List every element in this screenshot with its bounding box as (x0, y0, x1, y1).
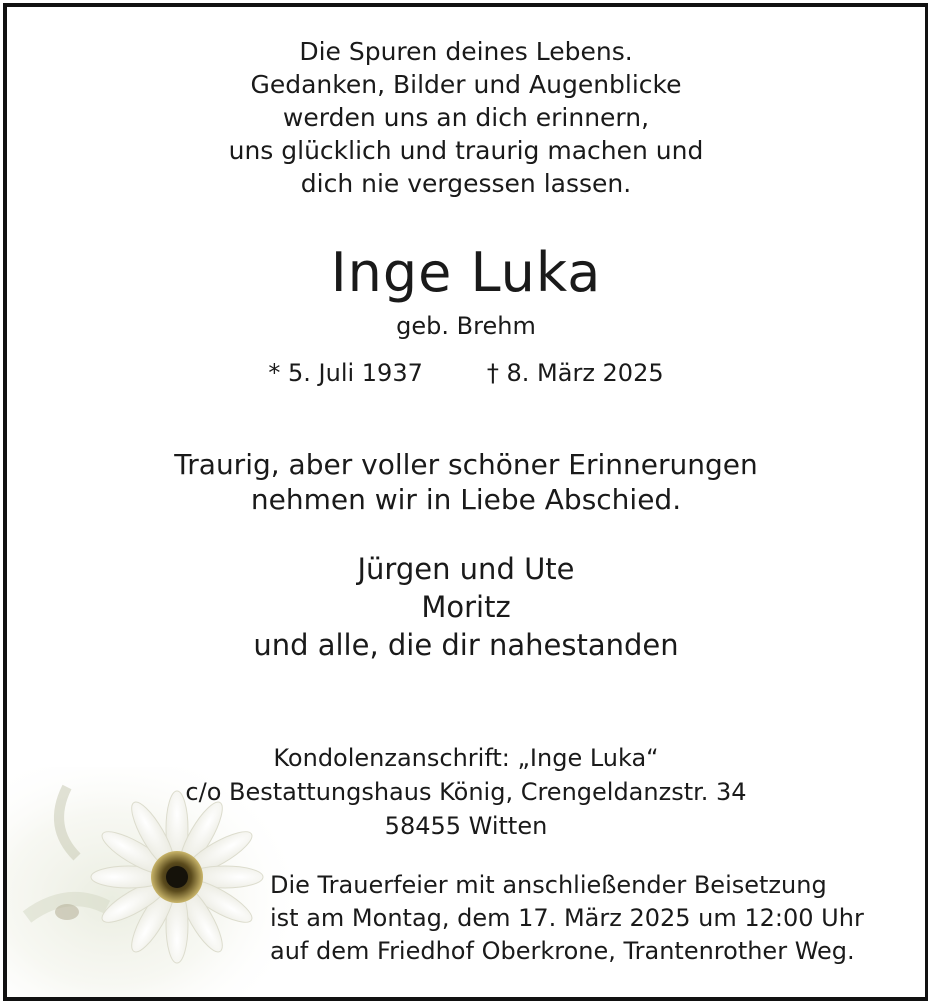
poem-line: dich nie vergessen lassen. (300, 169, 632, 198)
poem-line: Gedanken, Bilder und Augenblicke (250, 70, 682, 99)
ceremony-line: Die Trauerfeier mit anschließender Beisetzung (270, 871, 827, 899)
farewell-text (7, 447, 925, 517)
address-line: 58455 Witten (384, 812, 548, 840)
mourners (7, 550, 925, 664)
maiden-name: geb. Brehm (396, 312, 536, 340)
life-dates (7, 357, 925, 389)
farewell-line: nehmen wir in Liebe Abschied. (250, 483, 682, 516)
poem-line: Die Spuren deines Lebens. (299, 37, 633, 66)
birth-date: * 5. Juli 1937 (268, 359, 423, 387)
poem-line: werden uns an dich erinnern, (282, 103, 650, 132)
address-line: c/o Bestattungshaus König, Crengeldanzstr. 34 (185, 778, 747, 806)
poem (7, 35, 925, 200)
death-date: † 8. März 2025 (486, 359, 664, 387)
ceremony-line: ist am Montag, dem 17. März 2025 um 12:00 Uhr (270, 904, 864, 932)
mourner-line: Jürgen und Ute (357, 552, 575, 586)
obituary-frame (3, 3, 928, 1001)
mourner-line: und alle, die dir nahestanden (253, 628, 679, 662)
deceased-name: Inge Luka (330, 241, 602, 304)
ceremony-info (270, 869, 864, 968)
mourner-line: Moritz (421, 590, 511, 624)
farewell-line: Traurig, aber voller schöner Erinnerungen (174, 448, 758, 481)
condolence-address (7, 741, 925, 843)
ceremony-line: auf dem Friedhof Oberkrone, Trantenrother Weg. (270, 937, 855, 965)
address-line: Kondolenzanschrift: „Inge Luka“ (273, 744, 659, 772)
poem-line: uns glücklich und traurig machen und (228, 136, 704, 165)
